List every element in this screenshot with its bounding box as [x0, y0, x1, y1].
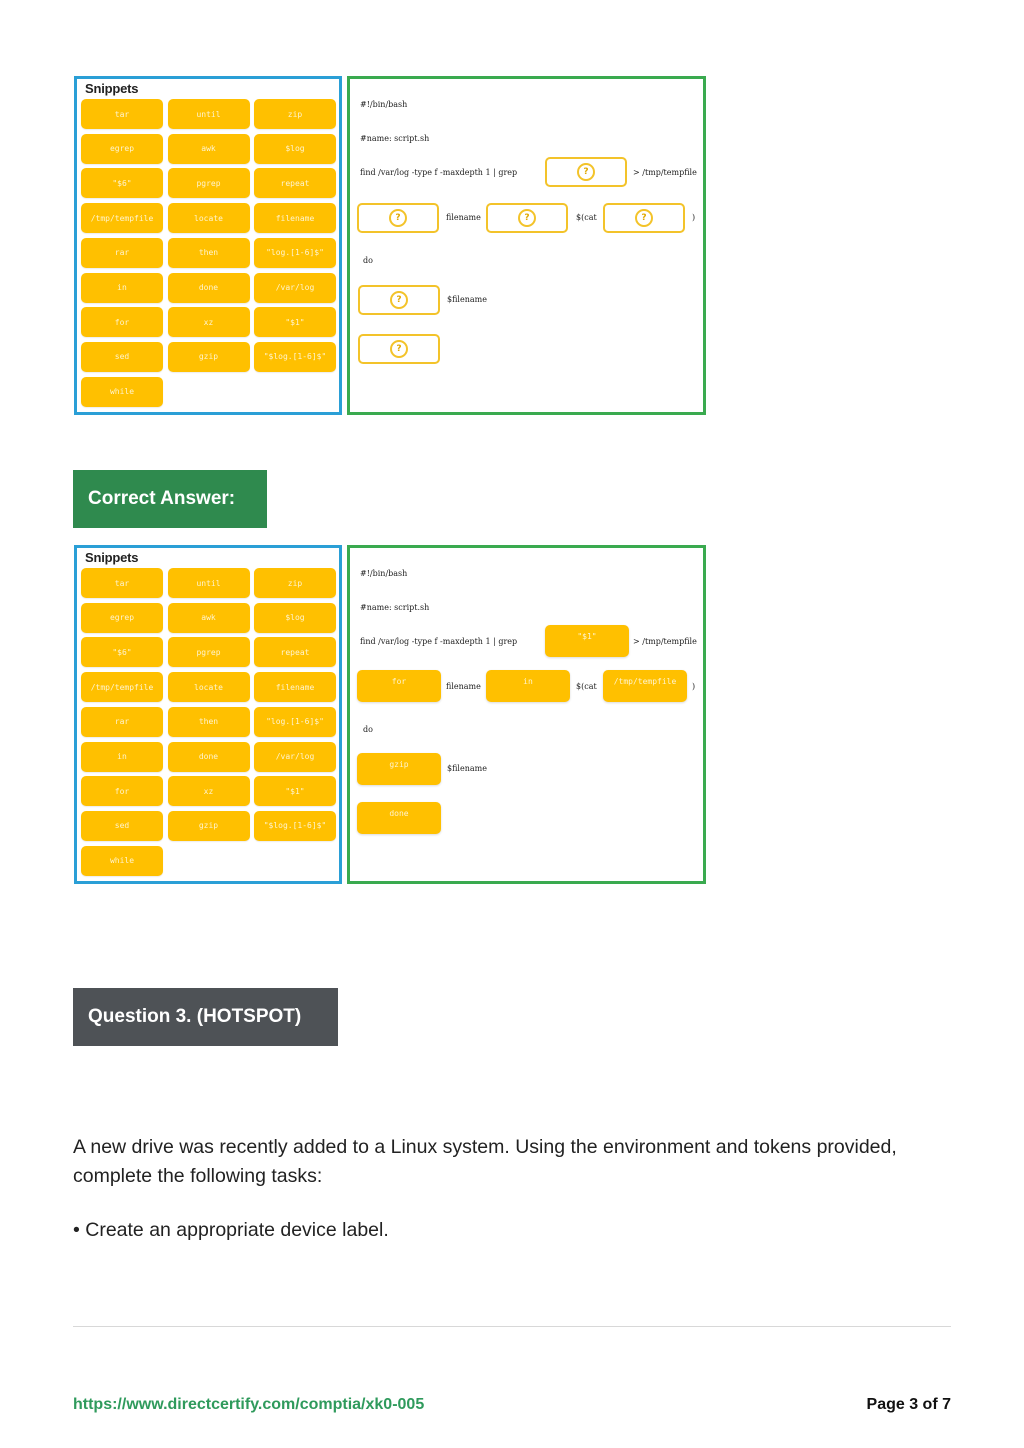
question-icon: ? — [635, 209, 653, 227]
snippet-token[interactable]: filename — [254, 672, 336, 702]
question-icon: ? — [518, 209, 536, 227]
snippet-token[interactable]: egrep — [81, 134, 163, 164]
snippet-token[interactable]: "$log.[1-6]$" — [254, 342, 336, 372]
page-number: Page 3 of 7 — [866, 1396, 951, 1413]
drop-slot-grep-arg[interactable] — [545, 157, 627, 187]
answer-in-keyword: in — [486, 670, 570, 702]
snippet-token[interactable]: awk — [168, 134, 250, 164]
snippet-token[interactable]: tar — [81, 99, 163, 129]
code-find-suffix: > /tmp/tempfile — [633, 168, 697, 177]
snippet-token[interactable]: in — [81, 742, 163, 772]
snippet-token[interactable]: while — [81, 846, 163, 876]
snippet-token[interactable]: rar — [81, 707, 163, 737]
snippet-token[interactable]: egrep — [81, 603, 163, 633]
code-panel-answer — [347, 545, 706, 884]
snippet-token[interactable]: "log.[1-6]$" — [254, 238, 336, 268]
code-panel-question — [347, 76, 706, 415]
footer-url-link[interactable]: https://www.directcertify.com/comptia/xk0-005 — [73, 1396, 425, 1413]
code-name-comment: #name: script.sh — [360, 603, 430, 612]
snippet-token[interactable]: "log.[1-6]$" — [254, 707, 336, 737]
snippet-token[interactable]: pgrep — [168, 637, 250, 667]
snippet-token[interactable]: "$log.[1-6]$" — [254, 811, 336, 841]
snippet-token[interactable]: awk — [168, 603, 250, 633]
snippet-token[interactable]: "$1" — [254, 307, 336, 337]
answer-cat-file: /tmp/tempfile — [603, 670, 687, 702]
snippet-token[interactable]: /var/log — [254, 273, 336, 303]
snippet-token[interactable]: rar — [81, 238, 163, 268]
code-find-prefix: find /var/log -type f -maxdepth 1 | grep — [360, 637, 518, 646]
answer-end-keyword: done — [357, 802, 441, 834]
code-find-prefix: find /var/log -type f -maxdepth 1 | grep — [360, 168, 518, 177]
snippet-token[interactable]: for — [81, 307, 163, 337]
snippet-token[interactable]: repeat — [254, 637, 336, 667]
answer-command: gzip — [357, 753, 441, 785]
snippet-token[interactable]: zip — [254, 568, 336, 598]
code-var-filename: $filename — [447, 764, 487, 773]
snippets-panel-answer — [74, 545, 342, 884]
question-icon: ? — [390, 340, 408, 358]
code-filename: filename — [446, 213, 481, 222]
drop-slot-cat-file[interactable] — [603, 203, 685, 233]
snippet-token[interactable]: locate — [168, 203, 250, 233]
question-icon: ? — [390, 291, 408, 309]
snippet-token[interactable]: "$6" — [81, 168, 163, 198]
code-cat-open: $(cat — [576, 213, 597, 222]
drop-slot-end-keyword[interactable] — [358, 334, 440, 364]
drop-slot-loop-keyword[interactable] — [357, 203, 439, 233]
snippet-token[interactable]: sed — [81, 811, 163, 841]
snippet-token[interactable]: xz — [168, 307, 250, 337]
snippet-token[interactable]: tar — [81, 568, 163, 598]
snippet-token[interactable]: repeat — [254, 168, 336, 198]
answer-loop-keyword: for — [357, 670, 441, 702]
code-do: do — [363, 256, 373, 265]
snippets-title: Snippets — [85, 81, 139, 96]
snippet-token[interactable]: /tmp/tempfile — [81, 203, 163, 233]
snippet-token[interactable]: done — [168, 273, 250, 303]
task-bullet: • Create an appropriate device label. — [73, 1219, 389, 1241]
snippet-token[interactable]: then — [168, 707, 250, 737]
code-cat-close: ) — [692, 213, 696, 222]
snippet-token[interactable]: pgrep — [168, 168, 250, 198]
footer-divider — [73, 1326, 951, 1327]
snippet-token[interactable]: /var/log — [254, 742, 336, 772]
code-filename: filename — [446, 682, 481, 691]
snippet-token[interactable]: "$1" — [254, 776, 336, 806]
drop-slot-in-keyword[interactable] — [486, 203, 568, 233]
snippet-token[interactable]: while — [81, 377, 163, 407]
snippet-token[interactable]: gzip — [168, 811, 250, 841]
snippet-token[interactable]: /tmp/tempfile — [81, 672, 163, 702]
code-find-suffix: > /tmp/tempfile — [633, 637, 697, 646]
answer-grep-arg: "$1" — [545, 625, 629, 657]
snippet-token[interactable]: for — [81, 776, 163, 806]
snippets-panel-question — [74, 76, 342, 415]
snippet-token[interactable]: gzip — [168, 342, 250, 372]
snippets-title: Snippets — [85, 550, 139, 565]
snippet-token[interactable]: zip — [254, 99, 336, 129]
snippet-token[interactable]: until — [168, 99, 250, 129]
question-icon: ? — [577, 163, 595, 181]
snippet-token[interactable]: xz — [168, 776, 250, 806]
snippet-token[interactable]: in — [81, 273, 163, 303]
snippet-token[interactable]: then — [168, 238, 250, 268]
code-do: do — [363, 725, 373, 734]
snippet-token[interactable]: locate — [168, 672, 250, 702]
snippet-token[interactable]: until — [168, 568, 250, 598]
question-icon: ? — [389, 209, 407, 227]
code-name-comment: #name: script.sh — [360, 134, 430, 143]
snippet-token[interactable]: $log — [254, 603, 336, 633]
snippet-token[interactable]: "$6" — [81, 637, 163, 667]
snippet-token[interactable]: filename — [254, 203, 336, 233]
snippet-token[interactable]: done — [168, 742, 250, 772]
correct-answer-banner: Correct Answer: — [73, 470, 267, 528]
code-cat-close: ) — [692, 682, 696, 691]
code-shebang: #!/bin/bash — [360, 100, 408, 109]
code-var-filename: $filename — [447, 295, 487, 304]
drop-slot-command[interactable] — [358, 285, 440, 315]
code-shebang: #!/bin/bash — [360, 569, 408, 578]
question-text: A new drive was recently added to a Linux system. Using the environment and tokens provided, complete the following tasks: — [73, 1136, 897, 1187]
snippet-token[interactable]: sed — [81, 342, 163, 372]
code-cat-open: $(cat — [576, 682, 597, 691]
snippet-token[interactable]: $log — [254, 134, 336, 164]
question-banner: Question 3. (HOTSPOT) — [73, 988, 338, 1046]
